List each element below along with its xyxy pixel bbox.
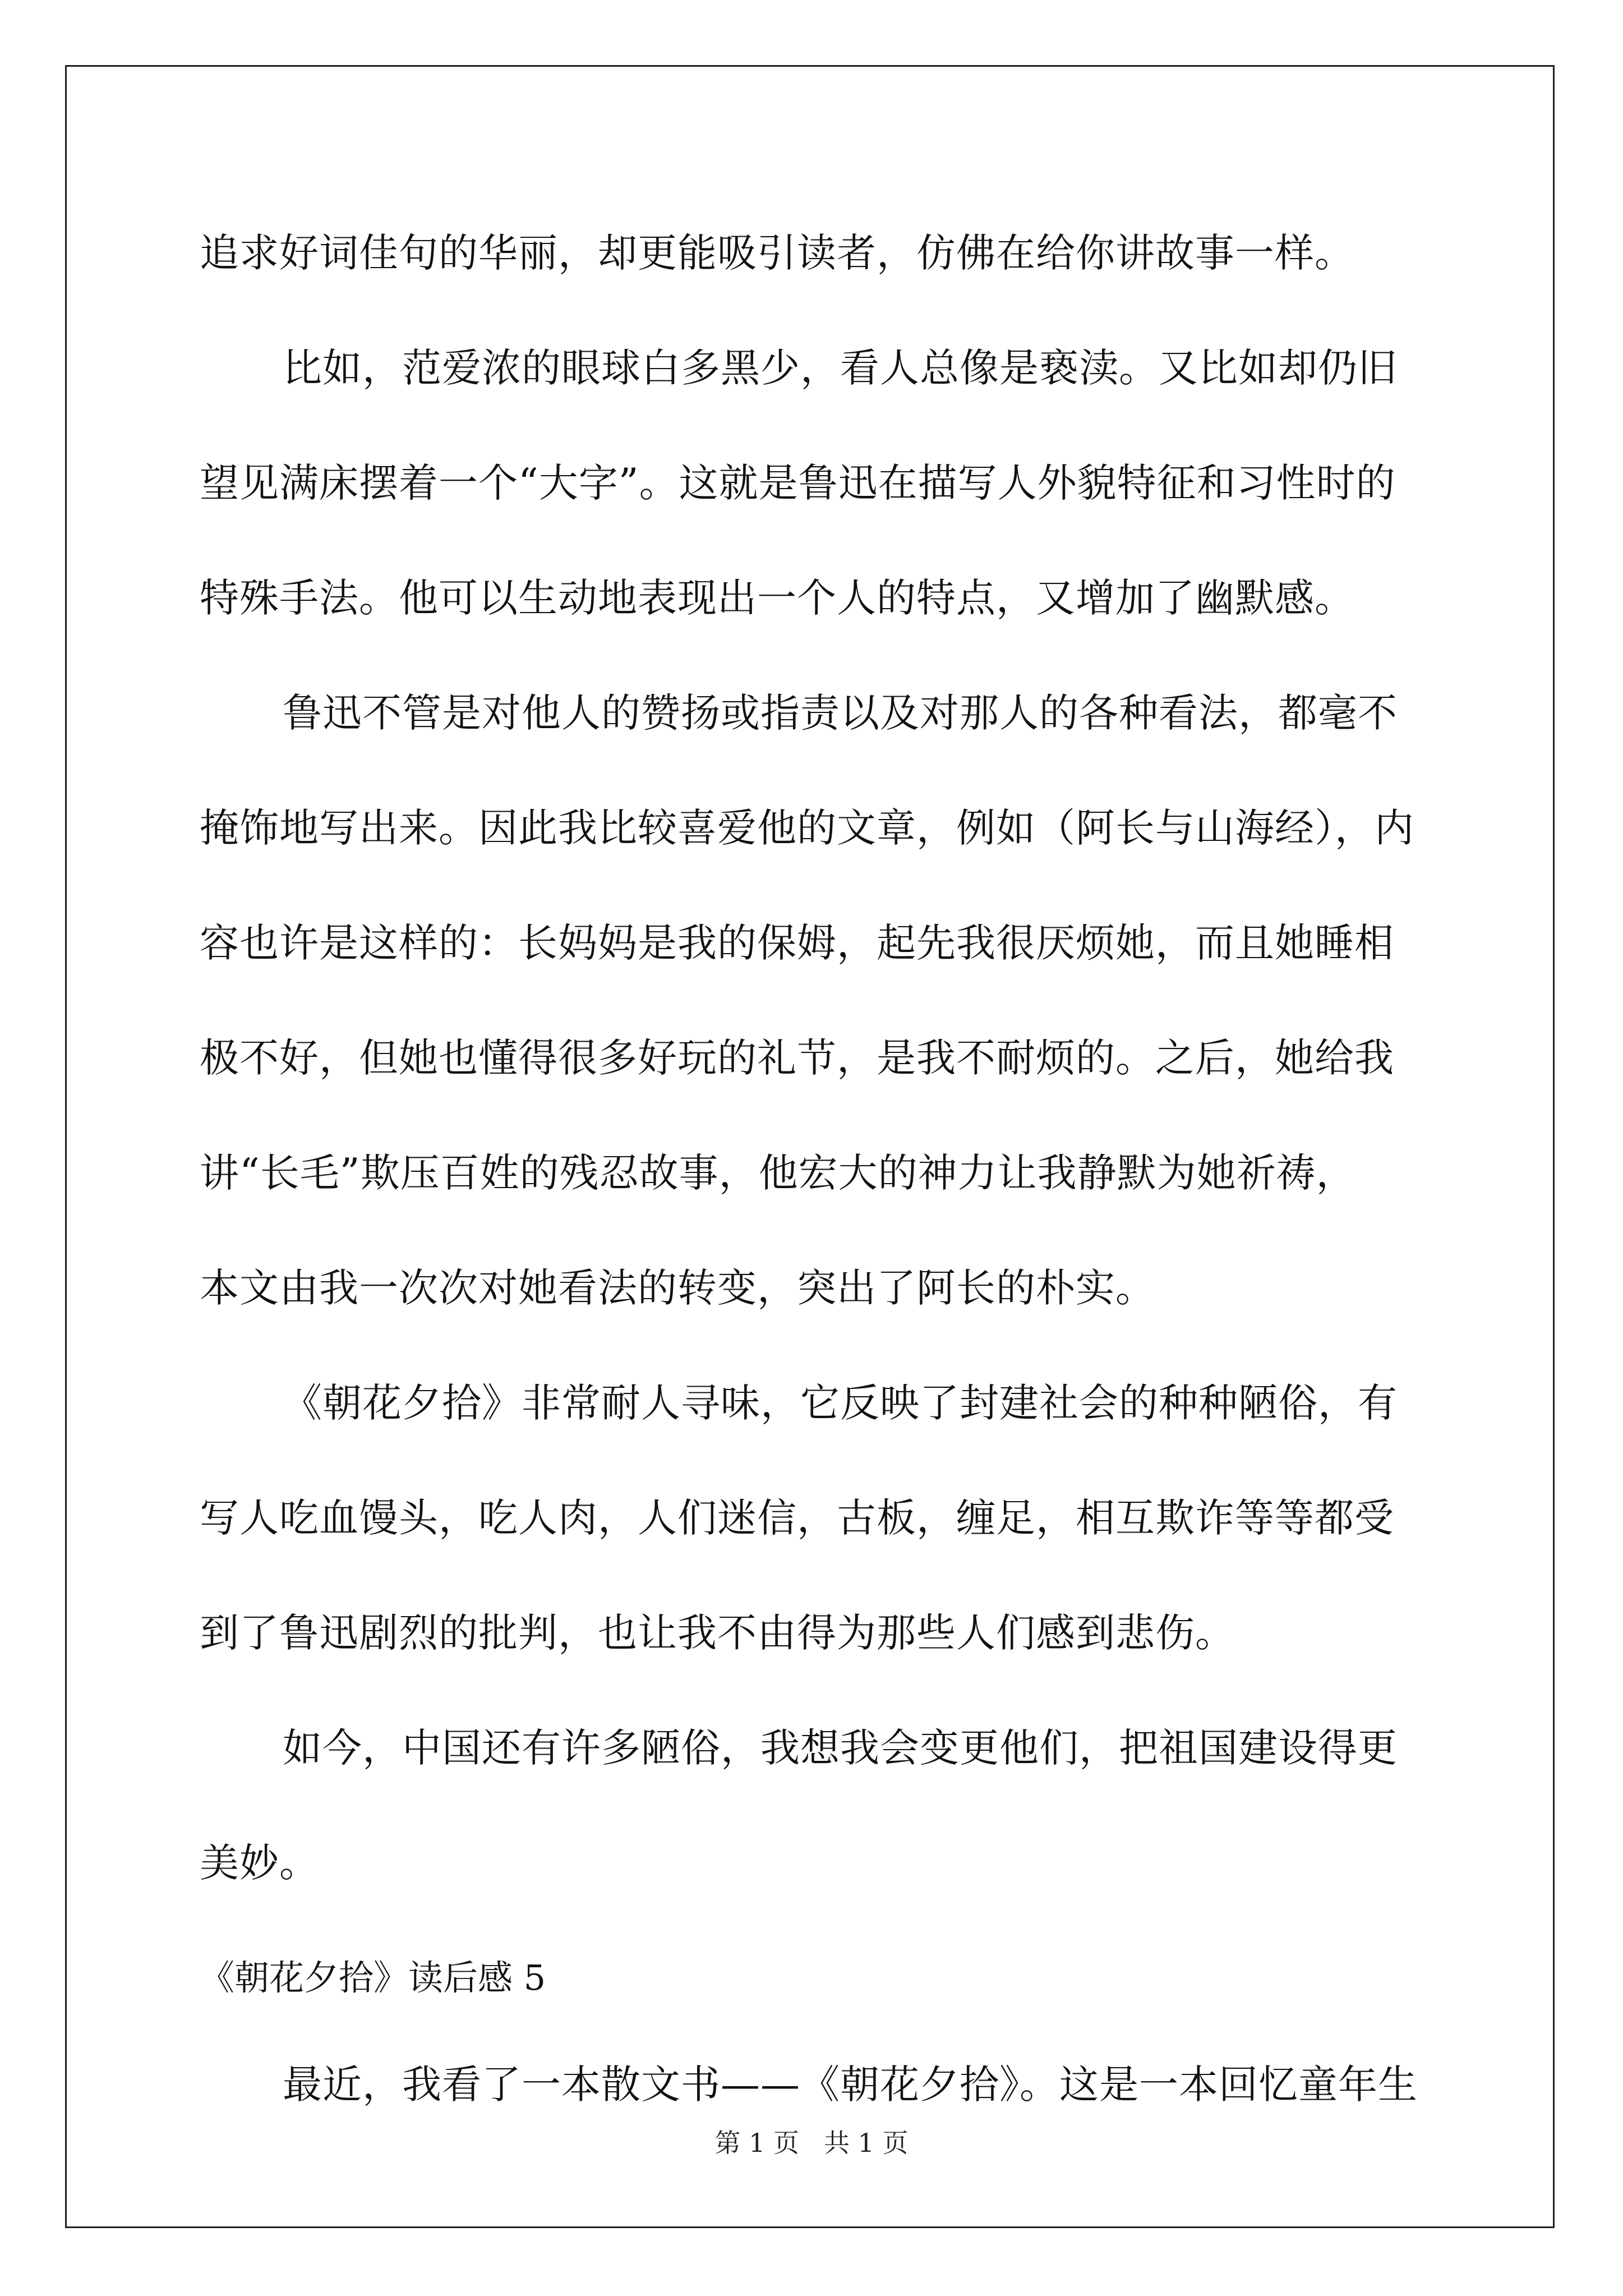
body-line-6: 掩饰地写出来。因此我比较喜爱他的文章，例如（阿长与山海经），内 <box>200 805 1414 851</box>
body-line-12: 写人吃血馒头，吃人肉，人们迷信，古板，缠足，相互欺诈等等都受 <box>200 1495 1394 1541</box>
body-line-3: 望见满床摆着一个“大字”。这就是鲁迅在描写人外貌特征和习性时的 <box>200 460 1396 506</box>
section-heading: 《朝花夕拾》读后感 5 <box>200 1957 546 1998</box>
body-line-2: 比如，范爱浓的眼球白多黑少，看人总像是亵渎。又比如却仍旧 <box>283 345 1398 391</box>
body-line-11: 《朝花夕拾》非常耐人寻味，它反映了封建社会的种种陋俗，有 <box>283 1380 1398 1426</box>
body-line-15: 美妙。 <box>200 1840 319 1886</box>
document-body <box>200 211 1431 2157</box>
body-line-9: 讲“长毛”欺压百姓的残忍故事，他宏大的神力让我静默为她祈祷， <box>200 1150 1356 1196</box>
page-number: 第 1 页 <box>714 2128 799 2158</box>
body-line-8: 极不好，但她也懂得很多好玩的礼节，是我不耐烦的。之后，她给我 <box>200 1035 1394 1081</box>
body-line-5: 鲁迅不管是对他人的赞扬或指责以及对那人的各种看法，都毫不 <box>283 690 1398 736</box>
closing-line: 最近，我看了一本散文书——《朝花夕拾》。这是一本回忆童年生 <box>283 2062 1418 2108</box>
body-line-14: 如今，中国还有许多陋俗，我想我会变更他们，把祖国建设得更 <box>283 1725 1398 1771</box>
page-total: 共 1 页 <box>824 2128 909 2158</box>
body-line-10: 本文由我一次次对她看法的转变，突出了阿长的朴实。 <box>200 1265 1155 1311</box>
body-line-7: 容也许是这样的：长妈妈是我的保姆，起先我很厌烦她，而且她睡相 <box>200 920 1394 966</box>
body-line-1: 追求好词佳句的华丽，却更能吸引读者，仿佛在给你讲故事一样。 <box>200 230 1354 276</box>
body-line-4: 特殊手法。他可以生动地表现出一个人的特点，又增加了幽默感。 <box>200 575 1354 621</box>
body-line-13: 到了鲁迅剧烈的批判，也让我不由得为那些人们感到悲伤。 <box>200 1610 1235 1656</box>
page-footer <box>0 2126 1623 2160</box>
